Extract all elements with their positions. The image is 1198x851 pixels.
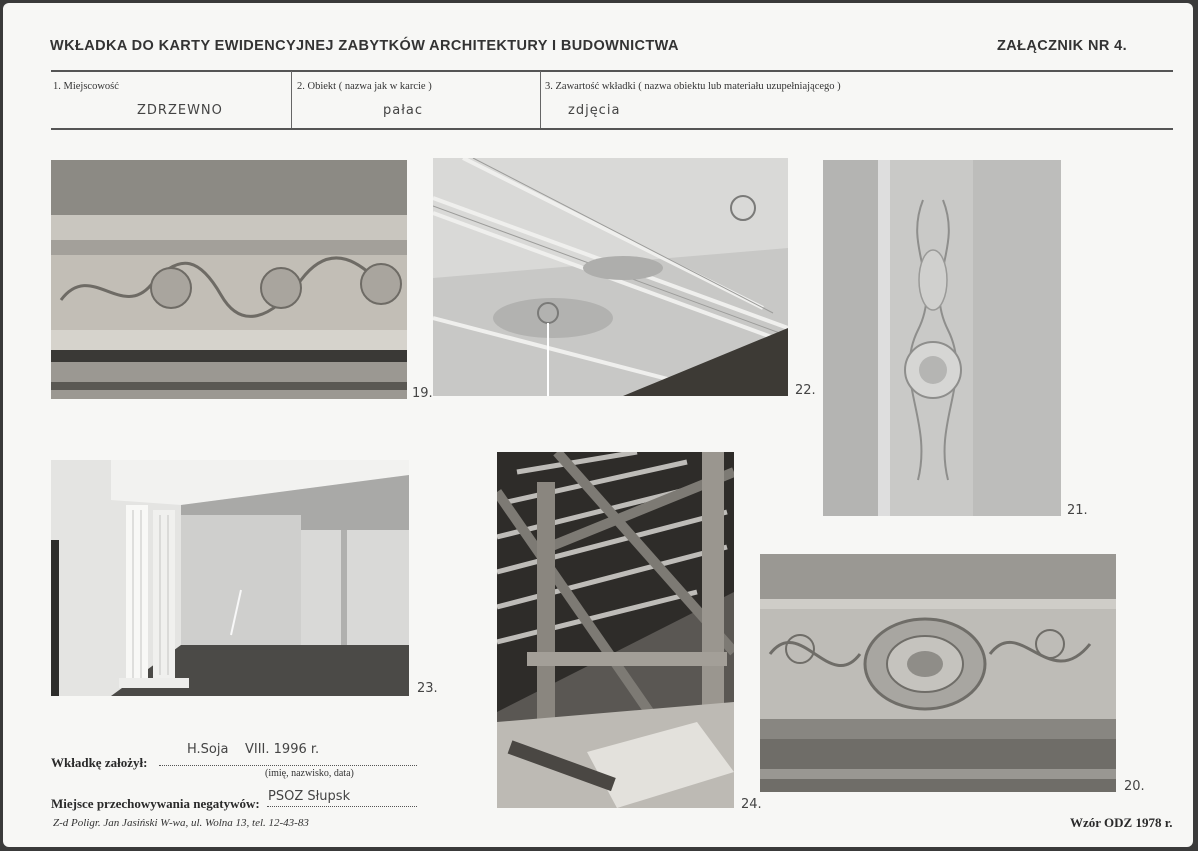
photo-21-pilaster — [823, 160, 1061, 516]
bottom-rule — [51, 128, 1173, 130]
photo-number-19: 19. — [412, 386, 433, 401]
field-label-locality: 1. Miejscowość — [53, 81, 119, 92]
document-title: WKŁADKA DO KARTY EWIDENCYJNEJ ZABYTKÓW ARCHITEKTURY I BUDOWNICTWA — [50, 38, 679, 54]
annex-number: ZAŁĄCZNIK NR 4. — [997, 38, 1128, 54]
storage-label: Miejsce przechowywania negatywów: — [51, 796, 260, 811]
field-label-contents: 3. Zawartość wkładki ( nazwa obiektu lub materiału uzupełniającego ) — [545, 81, 841, 92]
field-label-object: 2. Obiekt ( nazwa jak w karcie ) — [297, 81, 432, 92]
photo-23-interior — [51, 460, 409, 696]
photo-20-frieze — [760, 554, 1116, 792]
photo-19-cornice — [51, 160, 407, 399]
storage-dotted-line — [267, 806, 417, 807]
printer-imprint: Z-d Poligr. Jan Jasiński W-wa, ul. Wolna 13, tel. 12-43-83 — [53, 817, 309, 829]
field-value-contents: zdjęcia — [568, 103, 621, 118]
document-sheet — [3, 3, 1193, 847]
photo-number-21: 21. — [1067, 503, 1088, 518]
photo-number-23: 23. — [417, 681, 438, 696]
field-value-locality: ZDRZEWNO — [137, 103, 223, 118]
storage-value: PSOZ Słupsk — [268, 789, 351, 804]
photo-22-ceiling — [433, 158, 788, 396]
field-value-object: pałac — [383, 103, 424, 118]
field-divider — [291, 71, 292, 129]
author-value: H.Soja VIII. 1996 r. — [187, 742, 320, 757]
author-hint: (imię, nazwisko, data) — [265, 768, 354, 779]
author-label: Wkładkę założył: — [51, 755, 148, 770]
photo-24-roof-truss — [497, 452, 734, 808]
author-dotted-line — [159, 765, 417, 766]
top-rule — [51, 70, 1173, 72]
photo-number-20: 20. — [1124, 779, 1145, 794]
form-template-number: Wzór ODZ 1978 r. — [1070, 815, 1173, 830]
field-divider — [540, 71, 541, 129]
photo-number-22: 22. — [795, 383, 816, 398]
photo-number-24: 24. — [741, 797, 762, 812]
